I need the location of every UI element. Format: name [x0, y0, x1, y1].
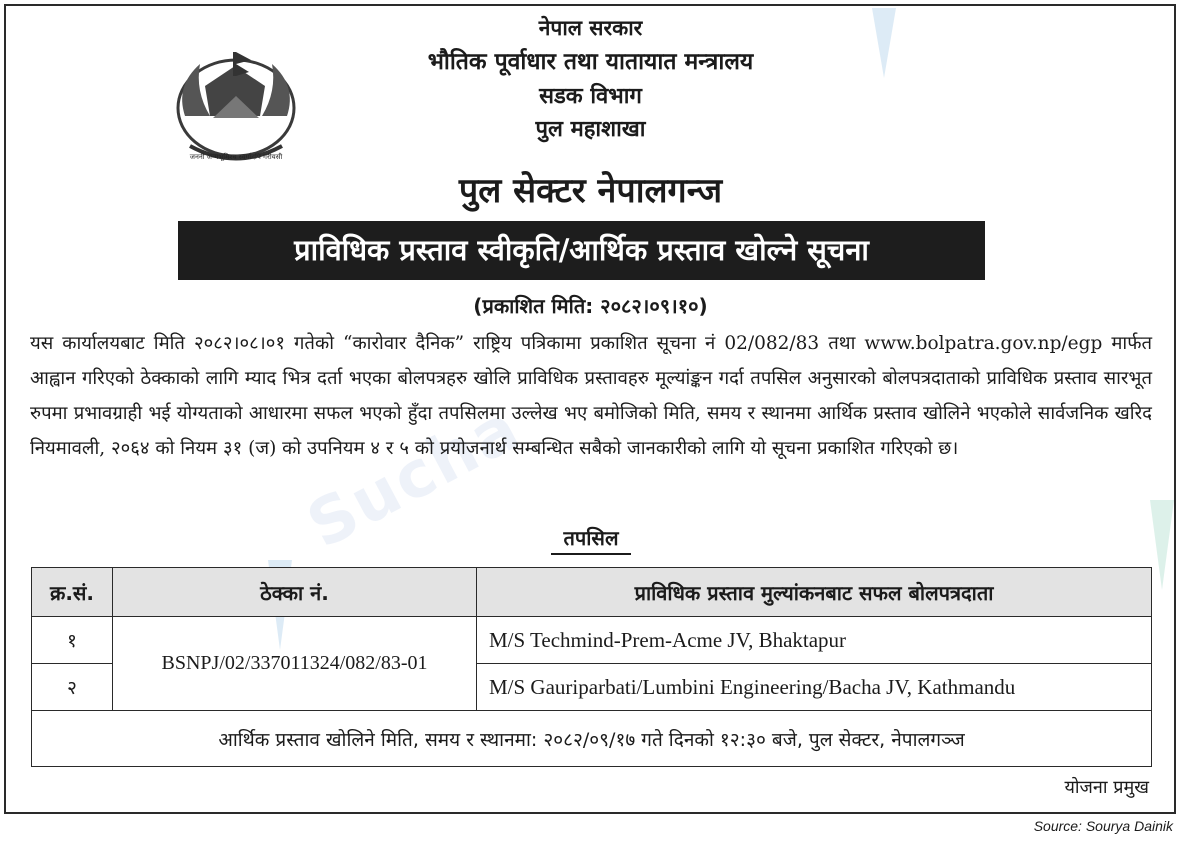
header-contract: ठेक्का नं. [113, 568, 477, 617]
government-name: नेपाल सरकार [538, 16, 643, 40]
department-name: सडक विभाग [539, 84, 642, 109]
watermark: Sucha [295, 390, 533, 564]
header-serial: क्र.सं. [32, 568, 113, 617]
contract-number: BSNPJ/02/337011324/082/83-01 [113, 617, 477, 711]
schedule-heading: तपसिल [551, 524, 631, 555]
row-serial: १ [32, 617, 113, 664]
ministry-name: भौतिक पूर्वाधार तथा यातायात मन्त्रालय [427, 49, 754, 75]
emblem-motto: जननी जन्मभूमिश्च स्वर्गादपि गरीयसी [189, 153, 283, 161]
bidder-table [31, 567, 1152, 767]
table-row [32, 617, 1152, 664]
bidder-name: M/S Techmind-Prem-Acme JV, Bhaktapur [477, 617, 1152, 664]
opening-details: आर्थिक प्रस्ताव खोलिने मिति, समय र स्थानमा: २०८२/०९/१७ गते दिनको १२:३० बजे, पुल सेक्टर, नेपालगञ्ज [32, 711, 1152, 767]
signatory-title: योजना प्रमुख [1064, 777, 1149, 798]
row-serial: २ [32, 664, 113, 711]
table-footer-row [32, 711, 1152, 767]
division-name: पुल महाशाखा [535, 117, 646, 142]
source-credit: Source: Sourya Dainik [1033, 818, 1173, 834]
bidder-name: M/S Gauriparbati/Lumbini Engineering/Bacha JV, Kathmandu [477, 664, 1152, 711]
table-header-row [32, 568, 1152, 617]
notice-body: यस कार्यालयबाट मिति २०८२।०८।०१ गतेको “कारोवार दैनिक” राष्ट्रिय पत्रिकामा प्रकाशित सूचना नं 02/082/83 तथा www.bolpatra.gov.np/egp मार्फत आह्वान गरिएको ठेक्काको लागि म्याद भित्र दर्ता भएका बोलपत्रहरु खोलि प्राविधिक प्रस्तावहरु मूल्यांङ्कन गर्दा तपसिल अनुसारको बोलपत्रदाताको प्राविधिक प्रस्ताव सारभूत रुपमा प्रभावग्राही भई योग्यताको आधारमा सफल भएको हुँदा तपसिलमा उल्लेख भए बमोजिको मिति, समय र स्थानमा आर्थिक प्रस्ताव खोलिने भएकोले सार्वजनिक खरिद नियमावली, २०६४ को नियम ३१ (ज) को उपनियम ४ र ५ को प्रयोजनार्थ सम्बन्धित सबैको जानकारीको लागि यो सूचना प्रकाशित गरिएको छ। [30, 333, 1152, 459]
notice-title: प्राविधिक प्रस्ताव स्वीकृति/आर्थिक प्रस्ताव खोल्ने सूचना [178, 221, 985, 280]
header-bidder: प्राविधिक प्रस्ताव मुल्यांकनबाट सफल बोलपत्रदाता [477, 568, 1152, 617]
decorative-triangle [1150, 500, 1174, 590]
published-date: (प्रकाशित मिति: २०८२।०९।१०) [473, 294, 708, 318]
office-name: पुल सेक्टर नेपालगन्ज [458, 171, 723, 211]
